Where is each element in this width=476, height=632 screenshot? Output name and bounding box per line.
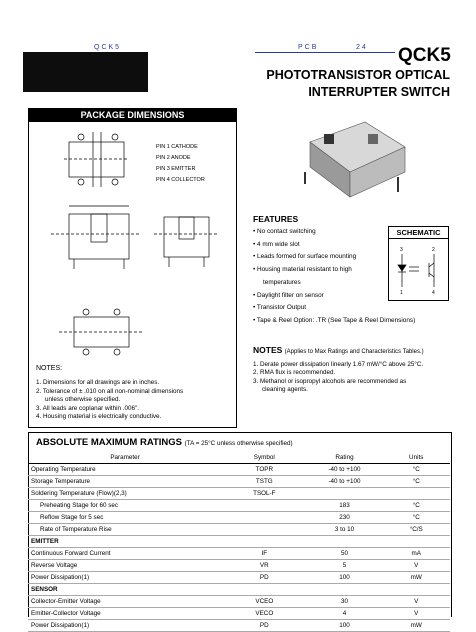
schematic-pin-label: 2 [432, 247, 435, 253]
schematic-box [388, 226, 449, 301]
ratings-notes-list [253, 361, 453, 395]
table-cell-s [222, 512, 306, 524]
table-cell-s: IF [222, 548, 306, 560]
table-cell-u: °C/S [382, 524, 450, 536]
table-cell-p: Emitter-Collector Voltage [28, 608, 222, 620]
table-cell-r: 183 [307, 500, 383, 512]
table-row [28, 512, 450, 524]
table-cell-p: Soldering Temperature (Flow)(2,3) [28, 488, 222, 500]
features-title: FEATURES [253, 214, 299, 224]
table-cell-s [222, 524, 306, 536]
table-cell-u: °C [382, 500, 450, 512]
schematic-symbol [389, 239, 448, 299]
table-cell-r: -40 to +100 [307, 464, 383, 476]
feature-item: • Tape & Reel Option: .TR (See Tape & Reel Dimensions) [253, 316, 416, 324]
ratings-table-body [28, 464, 450, 632]
package-note: 2. Tolerance of ± .010 on all non-nominal dimensions [36, 387, 184, 395]
package-drawing [29, 122, 236, 367]
table-cell-u: °C [382, 512, 450, 524]
table-cell-p: Preheating Stage for 60 sec [28, 500, 222, 512]
table-cell-p: Power Dissipation(1) [28, 620, 222, 632]
table-cell-r [307, 488, 383, 500]
table-cell-u: V [382, 608, 450, 620]
ratings-condition: (TA = 25°C unless otherwise specified) [184, 440, 293, 447]
feature-item: • No contact switching [253, 228, 316, 235]
table-cell-u [382, 584, 450, 596]
page-number: 24 [356, 44, 368, 51]
title-line1: PHOTOTRANSISTOR OPTICAL [266, 68, 450, 82]
col-symbol: Symbol [222, 452, 306, 464]
schematic-pin-label: 3 [400, 247, 403, 253]
col-parameter: Parameter [28, 452, 222, 464]
ratings-table [28, 452, 450, 632]
schematic-pin-label: 1 [400, 290, 403, 296]
ratings-notes-title [253, 345, 424, 355]
schematic-title: SCHEMATIC [389, 227, 448, 239]
header-center-label: PCB [298, 44, 319, 51]
feature-item: • 4 mm wide slot [253, 240, 300, 248]
table-cell-r: 3 to 10 [307, 524, 383, 536]
table-cell-p: SENSOR [28, 584, 222, 596]
package-note: 3. All leads are coplanar within .006". [36, 404, 140, 412]
table-row [28, 500, 450, 512]
table-cell-p: Collector-Emitter Voltage [28, 596, 222, 608]
pin-3: PIN 3 EMITTER [156, 166, 196, 172]
col-rating: Rating [307, 452, 383, 464]
table-cell-s: VCEO [222, 596, 306, 608]
brand-logo-block [23, 52, 148, 92]
feature-item: • Daylight filter on sensor [253, 291, 324, 299]
package-notes-title: NOTES: [36, 365, 63, 372]
ratings-notes-subtitle: (Applies to Max Ratings and Characteristics Tables.) [284, 349, 424, 355]
col-units: Units [382, 452, 450, 464]
ratings-note: 2. RMA flux is recommended. [253, 369, 336, 377]
table-cell-r: 30 [307, 596, 383, 608]
package-note: unless otherwise specified. [45, 396, 121, 403]
table-row [28, 488, 450, 500]
table-cell-p: Continuous Forward Current [28, 548, 222, 560]
ratings-heading: ABSOLUTE MAXIMUM RATINGS [36, 437, 183, 448]
table-row [28, 560, 450, 572]
feature-item: • Transistor Output [253, 304, 307, 312]
package-dimensions-title: PACKAGE DIMENSIONS [29, 109, 236, 122]
table-cell-u: °C [382, 464, 450, 476]
part-number: QCK5 [398, 45, 451, 66]
table-cell-p: Operating Temperature [28, 464, 222, 476]
table-cell-r: 5 [307, 560, 383, 572]
header-left-label: QCK5 [94, 44, 122, 51]
table-cell-s [222, 536, 306, 548]
table-cell-s: TSOL-F [222, 488, 306, 500]
table-cell-r: 4 [307, 608, 383, 620]
table-cell-u: V [382, 596, 450, 608]
ratings-note: 3. Methanol or isopropyl alcohols are recommended as [253, 377, 407, 385]
package-dimensions-panel [28, 108, 237, 428]
table-cell-u: mW [382, 572, 450, 584]
feature-item: temperatures [263, 278, 301, 286]
table-cell-s: VR [222, 560, 306, 572]
table-row [28, 524, 450, 536]
table-cell-u: °C [382, 476, 450, 488]
table-row [28, 608, 450, 620]
table-cell-r: 230 [307, 512, 383, 524]
table-cell-u: mA [382, 548, 450, 560]
table-cell-s [222, 584, 306, 596]
package-note: 1. Dimensions for all drawings are in inches. [36, 379, 160, 386]
title-line2: INTERRUPTER SWITCH [308, 85, 450, 99]
table-cell-p: Reflow Stage for 5 sec [28, 512, 222, 524]
table-row [28, 584, 450, 596]
table-row [28, 572, 450, 584]
pin-1: PIN 1 CATHODE [156, 144, 198, 150]
pin-2: PIN 2 ANODE [156, 155, 191, 161]
ratings-note: 1. Derate power dissipation linearly 1.67 mW/°C above 25°C. [253, 361, 424, 368]
table-cell-p: EMITTER [28, 536, 222, 548]
table-cell-p: Storage Temperature [28, 476, 222, 488]
pin-4: PIN 4 COLLECTOR [156, 177, 205, 183]
table-row [28, 596, 450, 608]
table-cell-s: TOPR [222, 464, 306, 476]
table-cell-u [382, 488, 450, 500]
table-cell-r [307, 584, 383, 596]
table-cell-p: Power Dissipation(1) [28, 572, 222, 584]
table-cell-s: VECO [222, 608, 306, 620]
header-rule-right [255, 52, 395, 53]
product-photo [290, 112, 420, 207]
pin-list [156, 142, 205, 186]
table-cell-s: PD [222, 620, 306, 632]
ratings-note: cleaning agents. [262, 386, 308, 394]
table-cell-r [307, 536, 383, 548]
ratings-title [36, 437, 293, 448]
package-notes [36, 379, 231, 422]
table-cell-s: TSTG [222, 476, 306, 488]
table-cell-s [222, 500, 306, 512]
table-cell-u: mW [382, 620, 450, 632]
table-row [28, 476, 450, 488]
table-row [28, 620, 450, 632]
schematic-pin-label: 4 [432, 290, 435, 296]
feature-item: • Leads formed for surface mounting [253, 253, 357, 261]
table-row [28, 548, 450, 560]
table-cell-r: 50 [307, 548, 383, 560]
table-cell-u [382, 536, 450, 548]
feature-item: • Housing material resistant to high [253, 266, 352, 274]
table-cell-p: Reverse Voltage [28, 560, 222, 572]
ratings-notes-heading: NOTES [253, 345, 283, 355]
table-cell-r: 100 [307, 572, 383, 584]
package-note: 4. Housing material is electrically conductive. [36, 413, 162, 420]
table-cell-s: PD [222, 572, 306, 584]
table-row [28, 536, 450, 548]
table-cell-r: 100 [307, 620, 383, 632]
table-cell-p: Rate of Temperature Rise [28, 524, 222, 536]
table-cell-r: -40 to +100 [307, 476, 383, 488]
table-row [28, 464, 450, 476]
table-cell-u: V [382, 560, 450, 572]
